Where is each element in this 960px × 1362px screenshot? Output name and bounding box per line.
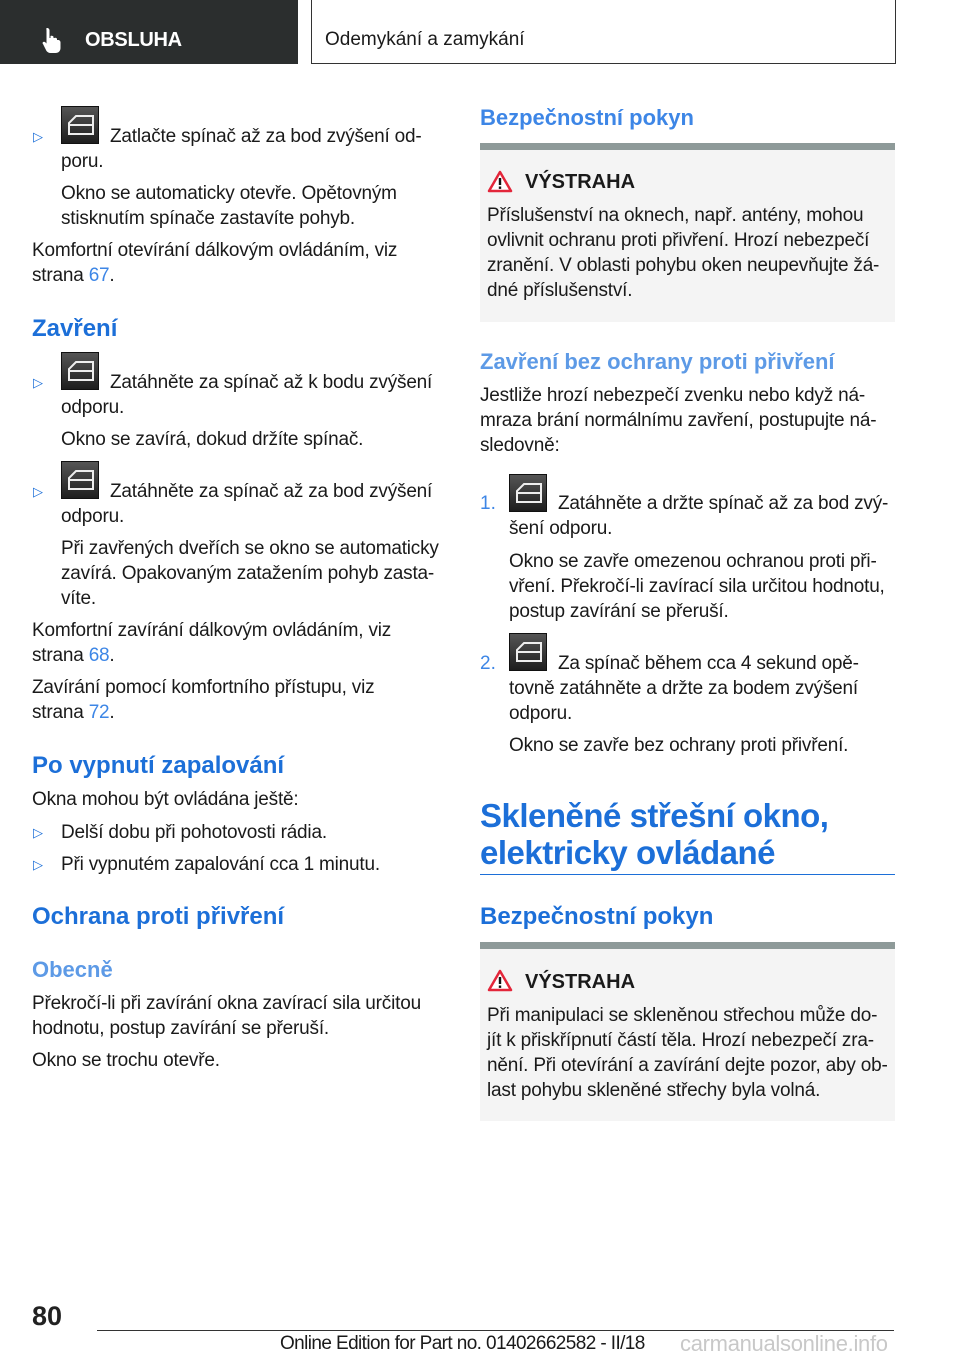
step-text-cont: odporu. <box>61 506 125 527</box>
window-switch-icon <box>509 633 547 671</box>
window-switch-icon <box>509 474 547 512</box>
heading-safety-2: Bezpečnostní pokyn <box>480 903 714 930</box>
warning-label: VÝSTRAHA <box>525 171 636 193</box>
page-ref: strana 72. <box>32 702 115 723</box>
window-switch-icon <box>61 106 99 144</box>
heading-underline <box>480 874 895 875</box>
step-text: Zatáhněte za spínač až k bodu zvýšení <box>110 372 433 393</box>
window-switch-icon <box>61 352 99 390</box>
page-ref-label: strana <box>32 645 89 666</box>
bullet-icon: ▷ <box>33 375 43 390</box>
warning-text: Při manipulaci se skleněnou střechou může do- jít k přiskřípnutí částí těla. Hrozí nebezpečí zra- nění. Při otevírání a zavírání dejte pozor, aby ob- last pohybu skleněné střechy byla volná. <box>487 1005 888 1101</box>
heading-safety: Bezpečnostní pokyn <box>480 105 694 130</box>
page-ref-label: strana <box>32 265 89 286</box>
step-text-cont: tovně zatáhněte a držte za bodem zvýšení odporu. <box>509 678 858 724</box>
chapter-title: Odemykání a zamykání <box>325 29 525 50</box>
step-note: Okno se automaticky otevře. Opětovným stisknutím spínače zastavíte pohyb. <box>61 183 397 229</box>
warning-label: VÝSTRAHA <box>525 971 636 993</box>
step-text-cont: odporu. <box>61 397 125 418</box>
section-title: OBSLUHA <box>85 29 182 51</box>
window-switch-icon <box>61 461 99 499</box>
bullet-icon: ▷ <box>33 129 43 144</box>
warning-text: Příslušenství na oknech, např. antény, mohou ovlivnit ochranu proti přivření. Hrozí nebezpečí zranění. V oblasti pohybu oken neupevňujte žá- dné příslušenství. <box>487 205 880 301</box>
step-text: Zatáhněte za spínač až za bod zvýšení <box>110 481 433 502</box>
chapter-tab <box>311 0 896 64</box>
heading-ignition: Po vypnutí zapalování <box>32 752 285 779</box>
step-text: Zatáhněte a držte spínač až za bod zvý- <box>558 493 889 514</box>
general-paragraph-2: Okno se trochu otevře. <box>32 1050 220 1071</box>
warning-box <box>480 942 895 1121</box>
step-number: 2. <box>480 653 496 674</box>
warning-box <box>480 143 895 322</box>
heading-close: Zavření <box>32 315 118 342</box>
page-number: 80 <box>32 1301 63 1331</box>
step-note: Při zavřených dveřích se okno se automaticky zavírá. Opakovaným zatažením pohyb zasta- víte. <box>61 538 439 609</box>
step-note: Okno se zavře omezenou ochranou proti při- vření. Překročí-li zavírací sila určitou hodnotu, postup zavírání se přeruší. <box>509 551 885 622</box>
step-number: 1. <box>480 493 496 514</box>
bullet-icon: ▷ <box>33 857 43 872</box>
page-ref: strana 68. <box>32 645 115 666</box>
list-item: Delší dobu při pohotovosti rádia. <box>61 822 327 843</box>
hand-pointer-icon <box>40 26 66 54</box>
step-note: Okno se zavírá, dokud držíte spínač. <box>61 429 364 450</box>
page-ref-label: strana <box>32 702 89 723</box>
no-pinch-intro: Jestliže hrozí nebezpečí zvenku nebo když ná- mraza brání normálnímu zavření, postupujte ná- sledovně: <box>480 385 877 456</box>
heading-general: Obecně <box>32 957 113 982</box>
step-note: Okno se zavře bez ochrany proti přivření. <box>509 735 849 756</box>
ignition-intro: Okna mohou být ovládána ještě: <box>32 789 299 810</box>
bullet-icon: ▷ <box>33 825 43 840</box>
bullet-icon: ▷ <box>33 484 43 499</box>
page-ref: strana 67. <box>32 265 115 286</box>
step-text-cont: šení odporu. <box>509 518 613 539</box>
step-text: Za spínač během cca 4 sekund opě- <box>558 653 859 674</box>
comfort-access-text: Zavírání pomocí komfortního přístupu, viz <box>32 677 375 698</box>
step-text-cont: poru. <box>61 151 104 172</box>
watermark: carmanualsonline.info <box>680 1331 888 1356</box>
general-paragraph: Překročí-li při zavírání okna zavírací sila určitou hodnotu, postup zavírání se přeruší. <box>32 993 421 1039</box>
edition-text: Online Edition for Part no. 01402662582 - II/18 <box>280 1333 645 1354</box>
warning-triangle-icon <box>487 170 513 193</box>
comfort-open-text: Komfortní otevírání dálkovým ovládáním, viz <box>32 240 398 261</box>
page-link-67[interactable]: 67 <box>88 265 110 286</box>
page-link-68[interactable]: 68 <box>88 645 110 666</box>
list-item: Při vypnutém zapalování cca 1 minutu. <box>61 854 380 875</box>
heading-glass-roof: Skleněné střešní okno, elektricky ovládané <box>480 797 829 871</box>
heading-no-pinch: Zavření bez ochrany proti přivření <box>480 349 835 374</box>
heading-pinch-protection: Ochrana proti přivření <box>32 903 285 930</box>
section-tab <box>0 0 298 64</box>
step-text: Zatlačte spínač až za bod zvýšení od- <box>110 126 422 147</box>
comfort-close-text: Komfortní zavírání dálkovým ovládáním, viz <box>32 620 392 641</box>
page-link-72[interactable]: 72 <box>88 702 110 723</box>
warning-triangle-icon <box>487 969 513 992</box>
